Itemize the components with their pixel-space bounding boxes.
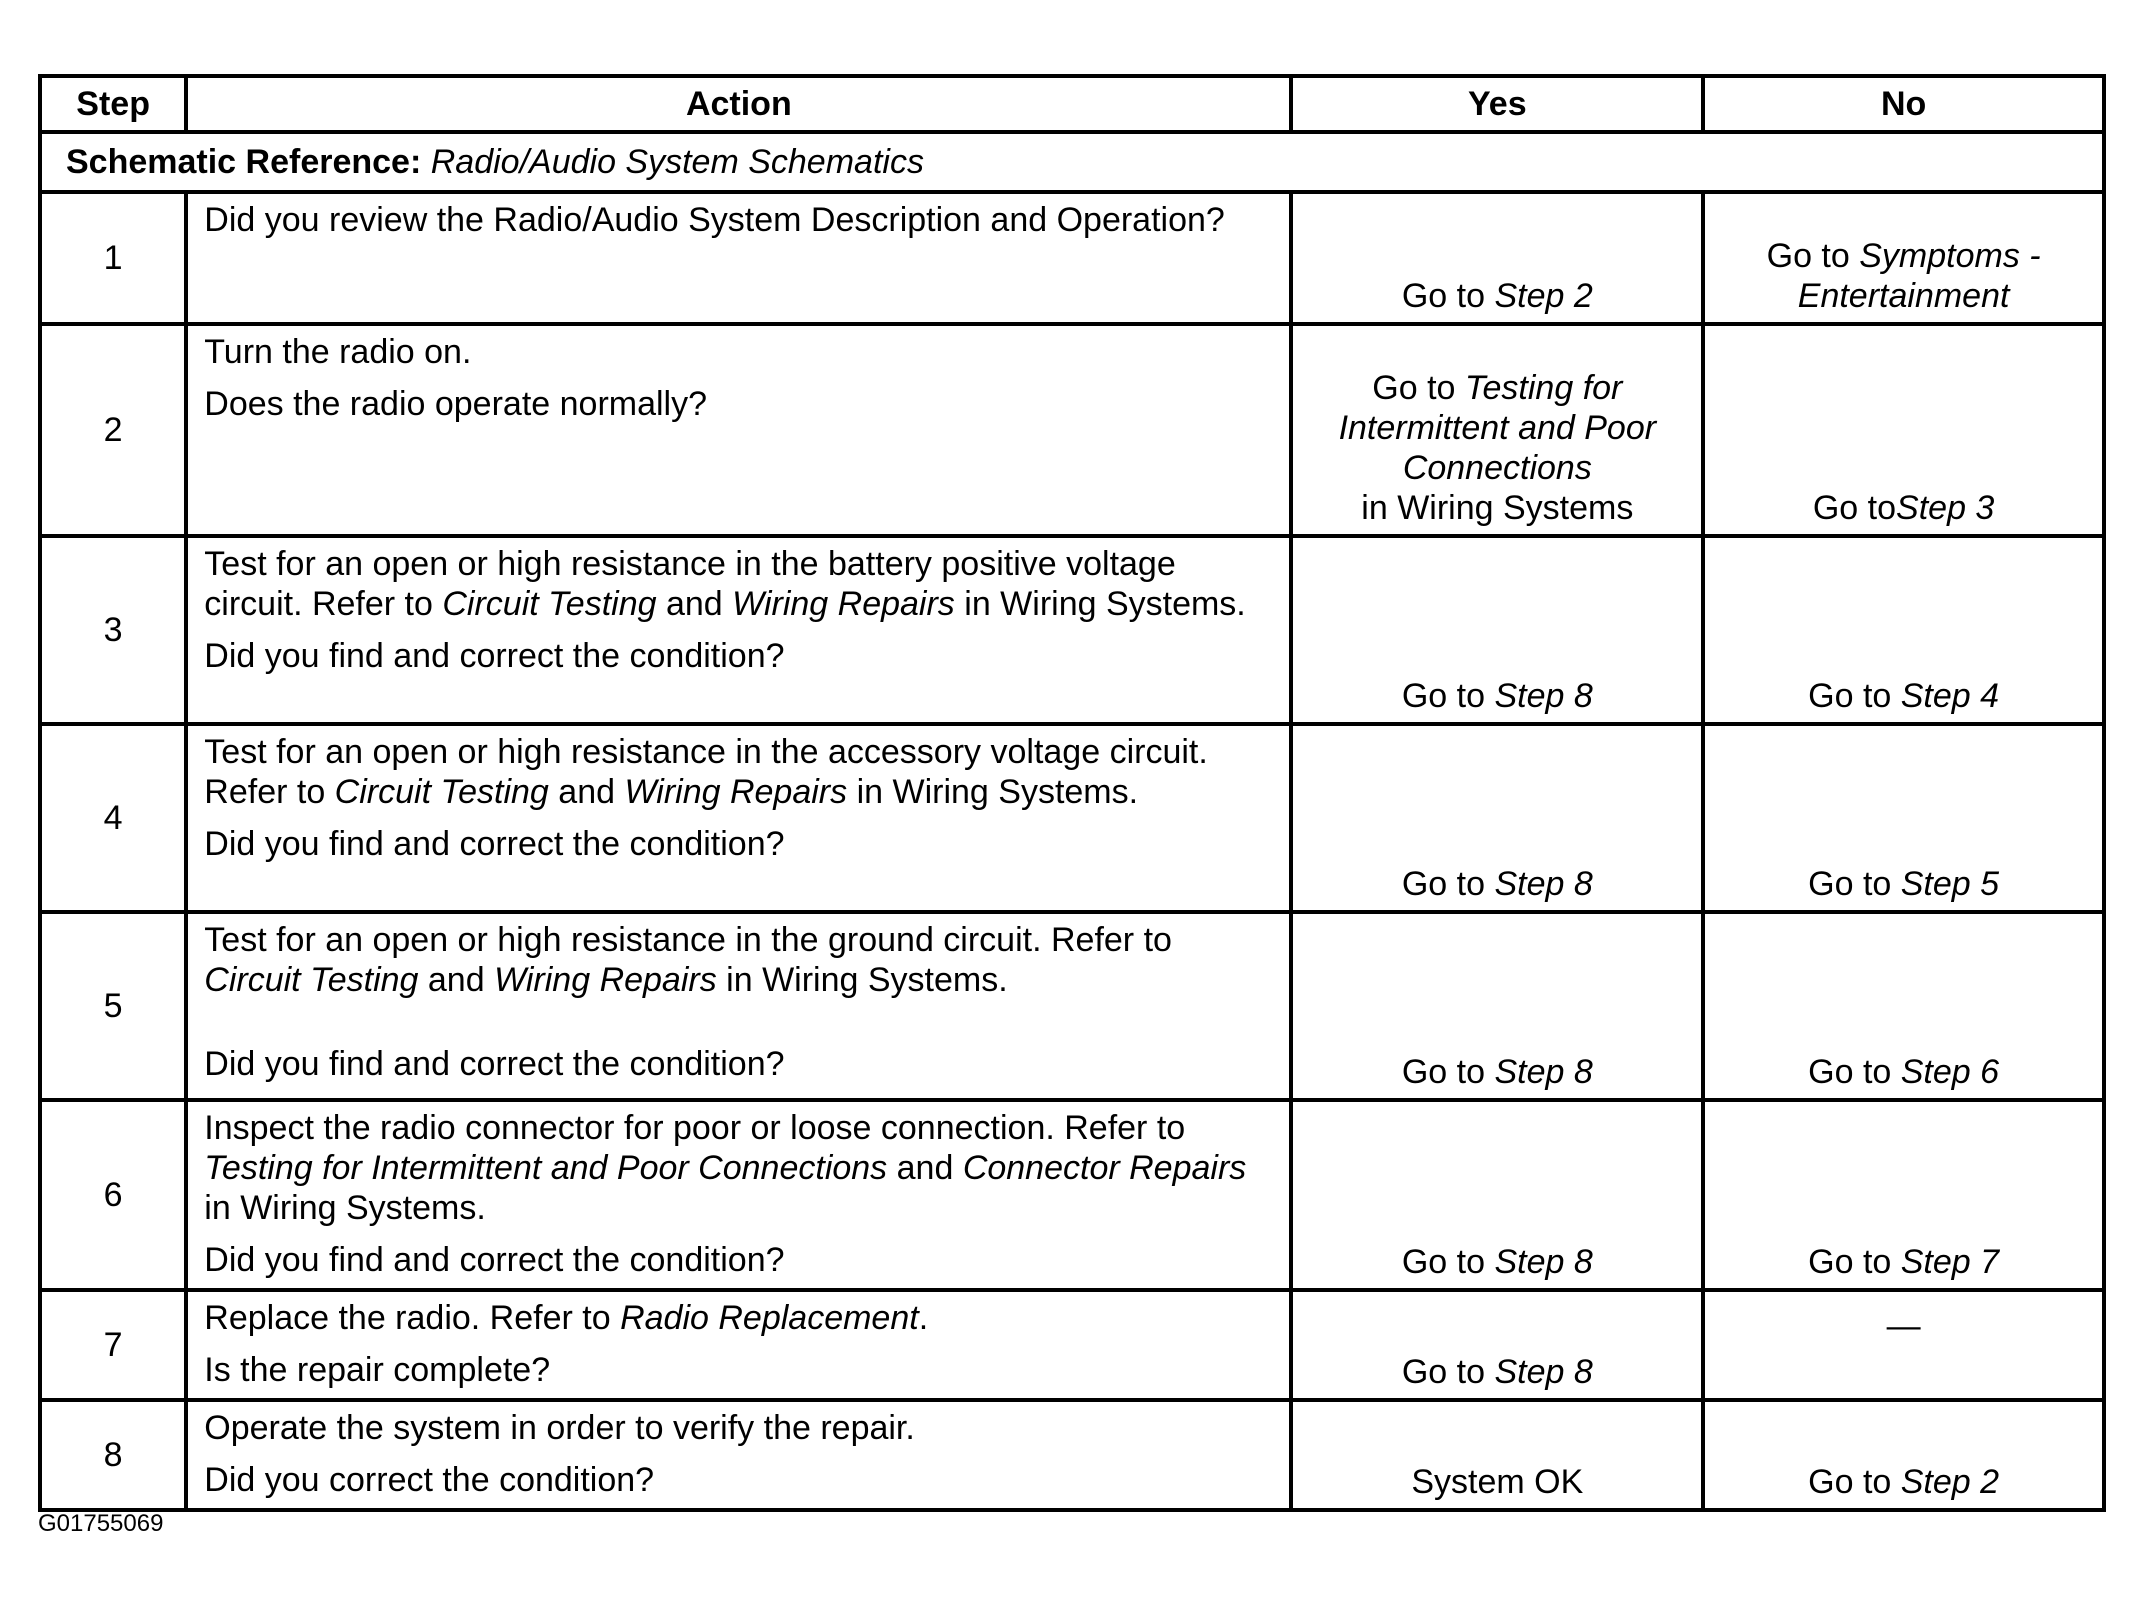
header-no: No	[1703, 76, 2104, 132]
action-text-part: Inspect the radio connector for poor or loose connection. Refer to	[204, 1109, 1186, 1147]
action-text-part: Replace the radio. Refer to	[204, 1299, 621, 1337]
no-step-link: Step 3	[1896, 489, 1995, 527]
wiring-repairs-link: Wiring Repairs	[624, 773, 848, 811]
step-number: 6	[40, 1100, 186, 1290]
action-text	[204, 1108, 1273, 1228]
no-cell	[1703, 1400, 2104, 1510]
no-step-link: Step 2	[1900, 1463, 2000, 1501]
yes-step-link: Step 8	[1494, 677, 1593, 715]
action-cell	[186, 724, 1291, 912]
action-text-part: .	[918, 1299, 929, 1337]
schematic-link: Radio/Audio System Schematics	[430, 143, 924, 181]
action-text-part: and	[656, 585, 733, 623]
circuit-testing-link: Circuit Testing	[204, 961, 419, 999]
action-cell	[186, 1290, 1291, 1400]
yes-step-link: Step 2	[1494, 277, 1593, 315]
yes-prefix: Go to	[1401, 277, 1495, 315]
connector-repairs-link: Connector Repairs	[962, 1149, 1247, 1187]
action-text-part: in Wiring Systems.	[716, 961, 1008, 999]
action-text-part: and	[548, 773, 625, 811]
yes-step-link: Step 8	[1494, 1053, 1593, 1091]
yes-prefix: Go to	[1401, 1353, 1495, 1391]
table-row	[40, 192, 2104, 324]
table-row	[40, 536, 2104, 724]
no-prefix: Go to	[1808, 1053, 1901, 1091]
schematic-reference	[40, 132, 2104, 192]
action-text	[204, 1298, 1273, 1338]
action-question: Did you correct the condition?	[204, 1461, 655, 1499]
yes-cell	[1291, 724, 1703, 912]
yes-step-link: Testing for Intermittent and Poor Connections	[1338, 369, 1657, 487]
testing-intermittent-link: Testing for Intermittent and Poor Connections	[204, 1149, 888, 1187]
no-cell	[1703, 912, 2104, 1100]
action-cell	[186, 192, 1291, 324]
yes-prefix: Go to	[1401, 677, 1495, 715]
yes-cell	[1291, 912, 1703, 1100]
header-step: Step	[40, 76, 186, 132]
yes-step-link: Step 8	[1494, 1353, 1593, 1391]
schematic-row	[40, 132, 2104, 192]
action-text	[204, 920, 1273, 1000]
action-cell	[186, 324, 1291, 536]
action-text	[204, 544, 1273, 624]
step-number: 3	[40, 536, 186, 724]
action-text: Turn the radio on.	[204, 333, 472, 371]
action-cell	[186, 912, 1291, 1100]
action-question: Is the repair complete?	[204, 1351, 551, 1389]
action-question: Did you find and correct the condition?	[204, 637, 785, 675]
table-row	[40, 1400, 2104, 1510]
wiring-repairs-link: Wiring Repairs	[732, 585, 955, 623]
yes-result: System OK	[1411, 1463, 1584, 1501]
action-text: Did you review the Radio/Audio System Description and Operation?	[204, 201, 1225, 239]
yes-cell	[1291, 1400, 1703, 1510]
yes-cell	[1291, 536, 1703, 724]
step-number: 1	[40, 192, 186, 324]
no-cell	[1703, 1100, 2104, 1290]
yes-step-link: Step 8	[1494, 865, 1593, 903]
wiring-repairs-link: Wiring Repairs	[494, 961, 717, 999]
step-number: 5	[40, 912, 186, 1100]
action-question: Did you find and correct the condition?	[204, 1241, 785, 1279]
table-row	[40, 912, 2104, 1100]
header-yes: Yes	[1291, 76, 1703, 132]
diagnostic-table	[38, 74, 2106, 1512]
header-row	[40, 76, 2104, 132]
schematic-label: Schematic Reference:	[66, 143, 422, 181]
yes-prefix: Go to	[1401, 865, 1495, 903]
table-row	[40, 724, 2104, 912]
action-text-part: in Wiring Systems.	[847, 773, 1139, 811]
table-row	[40, 1290, 2104, 1400]
radio-replacement-link: Radio Replacement	[620, 1299, 919, 1337]
action-text-part: in Wiring Systems.	[204, 1189, 486, 1227]
action-text-part: Test for an open or high resistance in the accessory voltage circuit. Refer to	[204, 733, 1208, 811]
action-text-part: Test for an open or high resistance in the battery positive voltage circuit. Refer to	[204, 545, 1176, 623]
no-prefix: Go to	[1766, 237, 1860, 275]
action-question: Did you find and correct the condition?	[204, 825, 785, 863]
no-prefix: Go to	[1808, 1463, 1901, 1501]
step-number: 4	[40, 724, 186, 912]
yes-prefix: Go to	[1401, 1243, 1495, 1281]
header-action: Action	[186, 76, 1291, 132]
action-text-part: in Wiring Systems.	[954, 585, 1246, 623]
yes-cell	[1291, 192, 1703, 324]
diagnostic-table-container	[38, 74, 2106, 1512]
yes-cell	[1291, 1100, 1703, 1290]
action-text: Operate the system in order to verify the repair.	[204, 1409, 915, 1447]
no-prefix: Go to	[1808, 865, 1901, 903]
action-text-part: Test for an open or high resistance in the ground circuit. Refer to	[204, 921, 1172, 959]
yes-step-link: Step 8	[1494, 1243, 1593, 1281]
no-prefix: Go to	[1808, 1243, 1901, 1281]
action-text-part: and	[418, 961, 495, 999]
action-text	[204, 732, 1273, 812]
step-number: 8	[40, 1400, 186, 1510]
action-cell	[186, 536, 1291, 724]
no-prefix: Go to	[1812, 489, 1897, 527]
figure-id: G01755069	[38, 1510, 164, 1537]
step-number: 7	[40, 1290, 186, 1400]
no-cell	[1703, 192, 2104, 324]
yes-cell	[1291, 324, 1703, 536]
action-cell	[186, 1100, 1291, 1290]
no-dash: —	[1886, 1307, 1921, 1345]
no-step-link: Step 7	[1900, 1243, 2000, 1281]
no-prefix: Go to	[1808, 677, 1901, 715]
table-row	[40, 1100, 2104, 1290]
no-step-link: Step 4	[1900, 677, 2000, 715]
circuit-testing-link: Circuit Testing	[334, 773, 549, 811]
action-cell	[186, 1400, 1291, 1510]
yes-cell	[1291, 1290, 1703, 1400]
yes-prefix: Go to	[1401, 1053, 1495, 1091]
table-row	[40, 324, 2104, 536]
no-cell	[1703, 724, 2104, 912]
no-cell	[1703, 1290, 2104, 1400]
circuit-testing-link: Circuit Testing	[442, 585, 657, 623]
step-number: 2	[40, 324, 186, 536]
action-question: Does the radio operate normally?	[204, 385, 708, 423]
action-text-part: and	[887, 1149, 963, 1187]
no-step-link: Step 5	[1900, 865, 2000, 903]
no-cell	[1703, 324, 2104, 536]
action-question: Did you find and correct the condition?	[204, 1045, 785, 1083]
no-cell	[1703, 536, 2104, 724]
no-step-link: Step 6	[1900, 1053, 2000, 1091]
no-step-link: Symptoms - Entertainment	[1797, 237, 2041, 315]
yes-suffix: in Wiring Systems	[1361, 489, 1634, 527]
yes-prefix: Go to	[1372, 369, 1465, 407]
